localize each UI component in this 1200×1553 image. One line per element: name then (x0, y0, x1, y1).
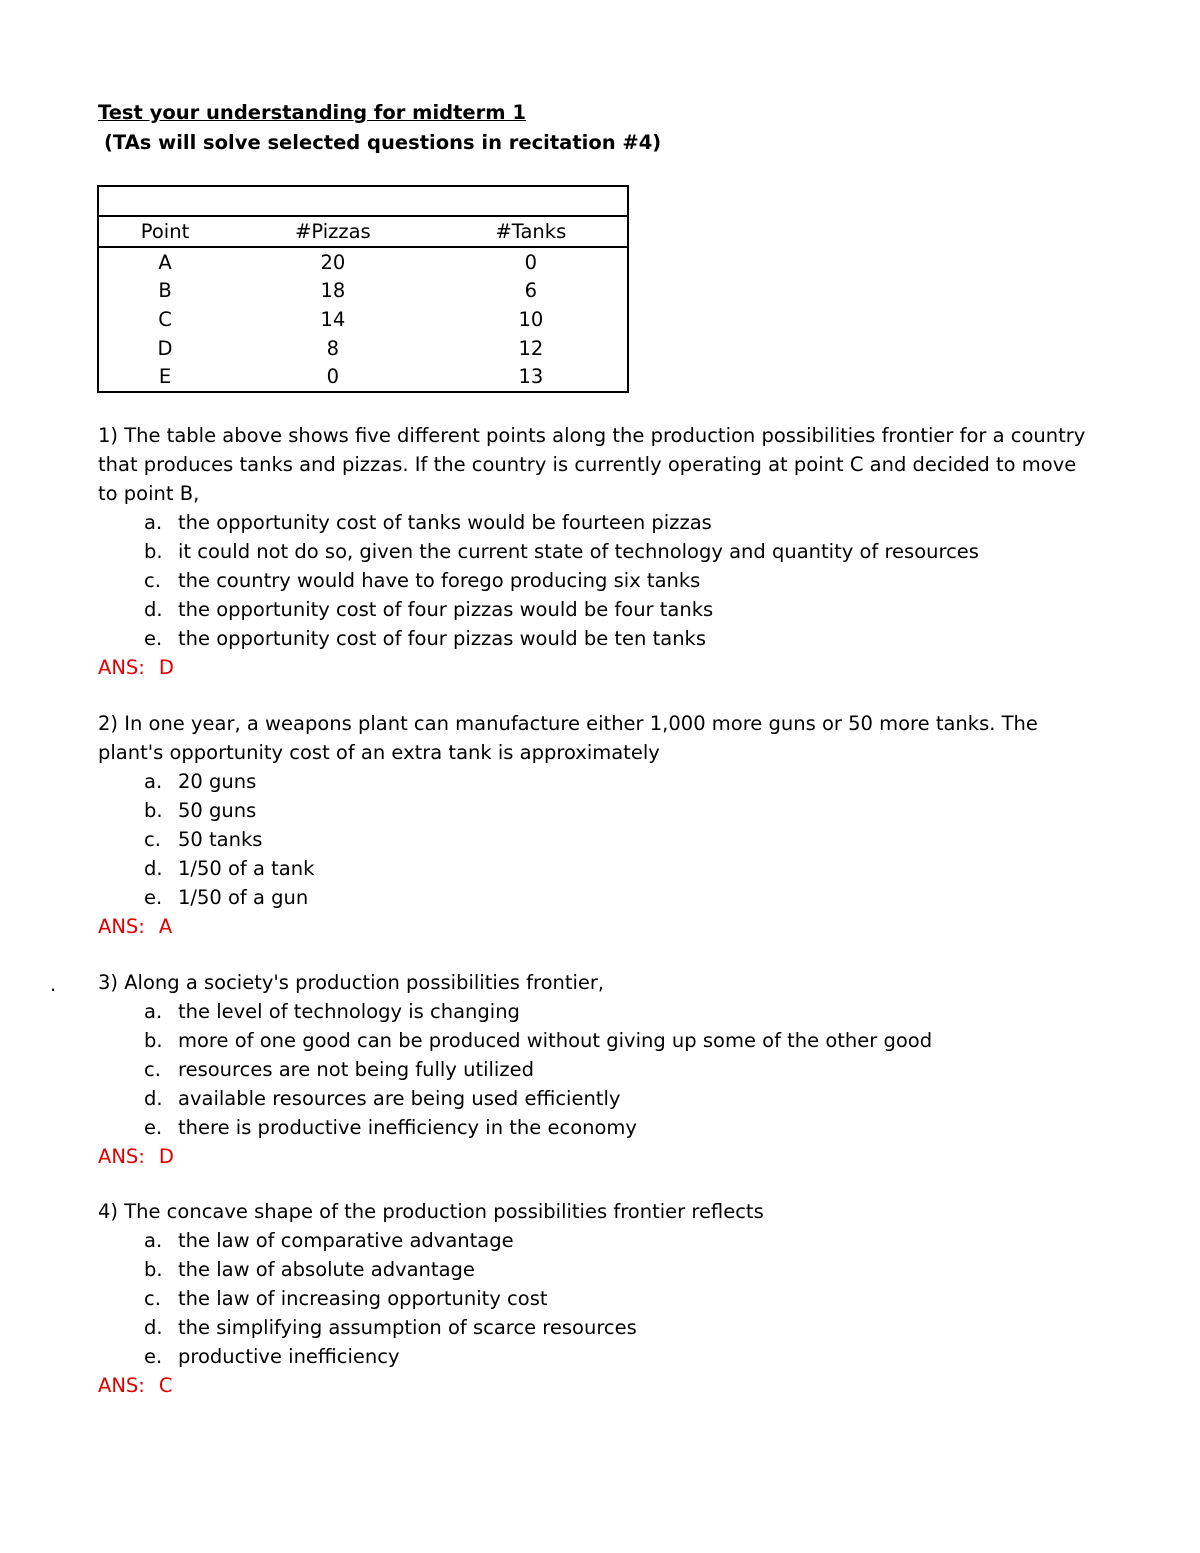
option-item (98, 796, 1098, 825)
question-stem: 4) The concave shape of the production possibilities frontier reflects (98, 1200, 764, 1223)
option-letter: e. (144, 1345, 163, 1368)
page-subtitle: (TAs will solve selected questions in recitation #4) (104, 131, 662, 154)
option-text: the opportunity cost of four pizzas would be ten tanks (178, 627, 707, 650)
option-text: the opportunity cost of four pizzas would be four tanks (178, 598, 714, 621)
table-row (98, 247, 628, 277)
table-cell: 12 (518, 336, 544, 360)
answer-line (98, 912, 1098, 941)
table-row (98, 277, 628, 306)
option-item (98, 1226, 1098, 1255)
table-cell: 8 (326, 336, 340, 360)
column-header-tanks: #Tanks (435, 216, 628, 247)
answer-label: ANS: (98, 915, 145, 938)
table-cell: D (157, 336, 173, 360)
option-letter: d. (144, 1087, 163, 1110)
option-letter: a. (144, 770, 163, 793)
option-letter: e. (144, 627, 163, 650)
answer-value: A (158, 915, 173, 938)
option-text: productive inefficiency (178, 1345, 400, 1368)
header (98, 98, 661, 158)
option-letter: d. (144, 1316, 163, 1339)
answer-label: ANS: (98, 1374, 145, 1397)
answer-value: D (158, 656, 174, 679)
page-title: Test your understanding for midterm 1 (98, 101, 526, 124)
option-item (98, 508, 1098, 537)
table-cell: 18 (320, 279, 346, 303)
table-cell: 14 (320, 307, 346, 331)
table-cell: 6 (524, 279, 538, 303)
option-text: more of one good can be produced without giving up some of the other good (178, 1029, 933, 1052)
question-stem: 3) Along a society's production possibilities frontier, (98, 971, 605, 994)
option-item (98, 1313, 1098, 1342)
option-item (98, 1084, 1098, 1113)
option-letter: c. (144, 569, 161, 592)
table-cell: 13 (518, 365, 544, 389)
table-cell: A (158, 250, 172, 274)
option-text: the law of comparative advantage (178, 1229, 514, 1252)
question-3 (98, 968, 1098, 1171)
table-header-row (98, 216, 628, 247)
option-item (98, 1026, 1098, 1055)
table-row (98, 362, 628, 392)
option-item (98, 566, 1098, 595)
table-cell: B (158, 279, 172, 303)
option-item (98, 595, 1098, 624)
option-text: the law of absolute advantage (178, 1258, 475, 1281)
option-letter: d. (144, 598, 163, 621)
option-item (98, 767, 1098, 796)
answer-value: D (158, 1145, 174, 1168)
option-item (98, 1284, 1098, 1313)
option-item (98, 1113, 1098, 1142)
option-text: the law of increasing opportunity cost (178, 1287, 548, 1310)
answer-label: ANS: (98, 656, 145, 679)
option-letter: c. (144, 828, 161, 851)
answer-value: C (158, 1374, 173, 1397)
option-letter: b. (144, 1258, 163, 1281)
option-text: 50 tanks (178, 828, 263, 851)
option-letter: b. (144, 540, 163, 563)
option-letter: a. (144, 1229, 163, 1252)
option-text: resources are not being fully utilized (178, 1058, 534, 1081)
column-header-pizzas: #Pizzas (231, 216, 435, 247)
option-letter: e. (144, 1116, 163, 1139)
option-text: 50 guns (178, 799, 257, 822)
question-4 (98, 1197, 1098, 1400)
option-item (98, 825, 1098, 854)
question-stem: 2) In one year, a weapons plant can manufacture either 1,000 more guns or 50 more tanks. The plant's opportunity cost of an extra tank is approximately (98, 712, 1038, 764)
option-letter: a. (144, 511, 163, 534)
question-1 (98, 421, 1098, 682)
stray-mark: . (50, 973, 57, 996)
option-item (98, 997, 1098, 1026)
option-text: available resources are being used efficiently (178, 1087, 621, 1110)
option-list (98, 1226, 1098, 1371)
option-letter: d. (144, 857, 163, 880)
option-letter: a. (144, 1000, 163, 1023)
option-letter: b. (144, 1029, 163, 1052)
table-cell: 10 (518, 307, 544, 331)
option-item (98, 854, 1098, 883)
option-list (98, 997, 1098, 1142)
option-text: 1/50 of a gun (178, 886, 309, 909)
option-item (98, 883, 1098, 912)
option-text: 1/50 of a tank (178, 857, 315, 880)
option-list (98, 767, 1098, 912)
option-item (98, 1055, 1098, 1084)
table-cell: E (158, 365, 172, 389)
option-text: 20 guns (178, 770, 257, 793)
question-stem: 1) The table above shows five different points along the production possibilities frontier for a country that produces tanks and pizzas. If the country is currently operating at point C and decided to move to point B, (98, 424, 1086, 505)
table-cell: 20 (320, 250, 346, 274)
question-2 (98, 709, 1098, 941)
option-letter: c. (144, 1287, 161, 1310)
answer-line (98, 1371, 1098, 1400)
option-letter: b. (144, 799, 163, 822)
column-header-point: Point (98, 216, 231, 247)
answer-line (98, 1142, 1098, 1171)
option-text: it could not do so, given the current state of technology and quantity of resources (178, 540, 979, 563)
answer-line (98, 653, 1098, 682)
option-text: there is productive inefficiency in the economy (178, 1116, 637, 1139)
option-list (98, 508, 1098, 653)
table-cell: 0 (524, 250, 538, 274)
table-row (98, 334, 628, 363)
option-item (98, 624, 1098, 653)
table-row (98, 305, 628, 334)
production-possibilities-table (97, 185, 629, 393)
option-letter: e. (144, 886, 163, 909)
option-item (98, 537, 1098, 566)
option-letter: c. (144, 1058, 161, 1081)
option-text: the country would have to forego producing six tanks (178, 569, 701, 592)
table-cell: 0 (326, 365, 340, 389)
option-item (98, 1342, 1098, 1371)
answer-label: ANS: (98, 1145, 145, 1168)
option-item (98, 1255, 1098, 1284)
option-text: the simplifying assumption of scarce resources (178, 1316, 637, 1339)
option-text: the opportunity cost of tanks would be fourteen pizzas (178, 511, 712, 534)
table-cell: C (158, 307, 172, 331)
table-blank-row (98, 186, 628, 216)
option-text: the level of technology is changing (178, 1000, 520, 1023)
